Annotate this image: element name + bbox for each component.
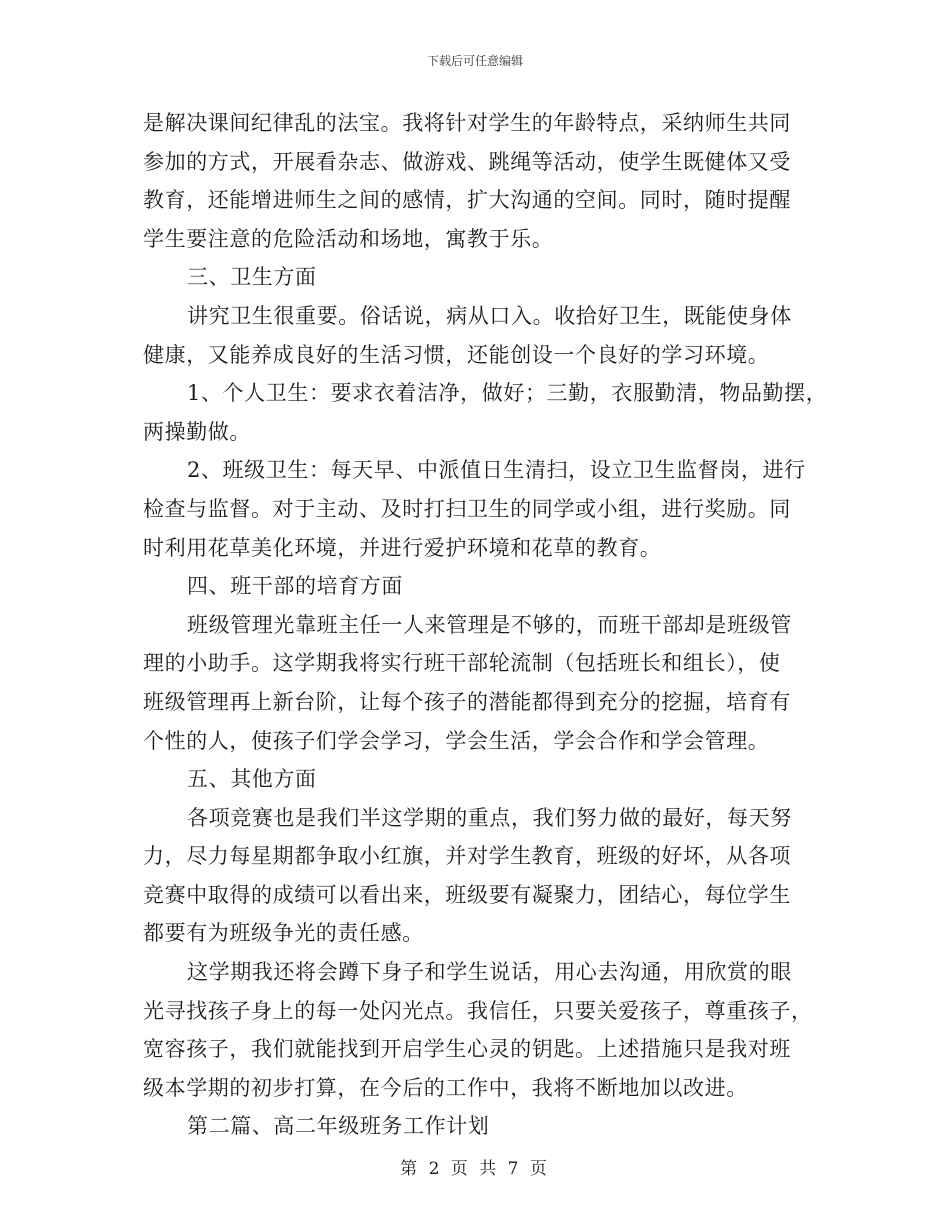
text-line: 两操勤做。 xyxy=(143,419,251,444)
text-line: 1、个人卫生：要求衣着洁净，做好；三勤，衣服勤清，物品勤摆， xyxy=(187,381,828,406)
text-line: 参加的方式，开展看杂志、做游戏、跳绳等活动，使学生既健体又受 xyxy=(143,149,791,174)
text-line: 是解决课间纪律乱的法宝。我将针对学生的年龄特点，采纳师生共同 xyxy=(143,111,791,135)
text-line: 五、其他方面 xyxy=(187,767,317,792)
text-line: 教育，还能增进师生之间的感情，扩大沟通的空间。同时，随时提醒 xyxy=(143,188,791,213)
text-line: 力，尽力每星期都争取小红旗，并对学生教育，班级的好坏，从各项 xyxy=(143,844,791,869)
text-line: 学生要注意的危险活动和场地，寓教于乐。 xyxy=(143,226,554,251)
text-line: 健康，又能养成良好的生活习惯，还能创设一个良好的学习环境。 xyxy=(143,342,770,367)
text-line: 第二篇、高二年级班务工作计划 xyxy=(187,1114,490,1139)
text-line: 光寻找孩子身上的每一处闪光点。我信任，只要关爱孩子，尊重孩子， xyxy=(143,998,813,1023)
text-line: 各项竞赛也是我们半这学期的重点，我们努力做的最好，每天努 xyxy=(187,805,792,830)
text-line: 检查与监督。对于主动、及时打扫卫生的同学或小组，进行奖励。同 xyxy=(143,496,791,521)
text-line: 2、班级卫生：每天早、中派值日生清扫，设立卫生监督岗，进行 xyxy=(187,458,806,483)
document-body xyxy=(143,104,828,1146)
text-line: 班级管理光靠班主任一人来管理是不够的，而班干部却是班级管 xyxy=(187,612,792,637)
text-line: 讲究卫生很重要。俗话说，病从口入。收拾好卫生，既能使身体 xyxy=(187,303,792,328)
text-line: 都要有为班级争光的责任感。 xyxy=(143,921,424,946)
text-line: 这学期我还将会蹲下身子和学生说话，用心去沟通，用欣赏的眼 xyxy=(187,960,792,985)
text-line: 级本学期的初步打算，在今后的工作中，我将不断地加以改进。 xyxy=(143,1075,748,1100)
text-line: 个性的人，使孩子们学会学习，学会生活，学会合作和学会管理。 xyxy=(143,728,770,753)
page-header: 下载后可任意编辑 xyxy=(426,54,523,68)
text-line: 理的小助手。这学期我将实行班干部轮流制（包括班长和组长），使 xyxy=(143,651,781,676)
text-line: 四、班干部的培育方面 xyxy=(187,574,403,599)
text-line: 时利用花草美化环境，并进行爱护环境和花草的教育。 xyxy=(143,535,662,560)
text-line: 宽容孩子，我们就能找到开启学生心灵的钥匙。上述措施只是我对班 xyxy=(143,1037,791,1062)
text-line: 三、卫生方面 xyxy=(187,265,317,290)
page-number-footer: 第 2 页 共 7 页 xyxy=(400,1159,550,1179)
text-line: 班级管理再上新台阶，让每个孩子的潜能都得到充分的挖掘，培育有 xyxy=(143,689,791,714)
text-line: 竞赛中取得的成绩可以看出来，班级要有凝聚力，团结心，每位学生 xyxy=(143,882,791,907)
